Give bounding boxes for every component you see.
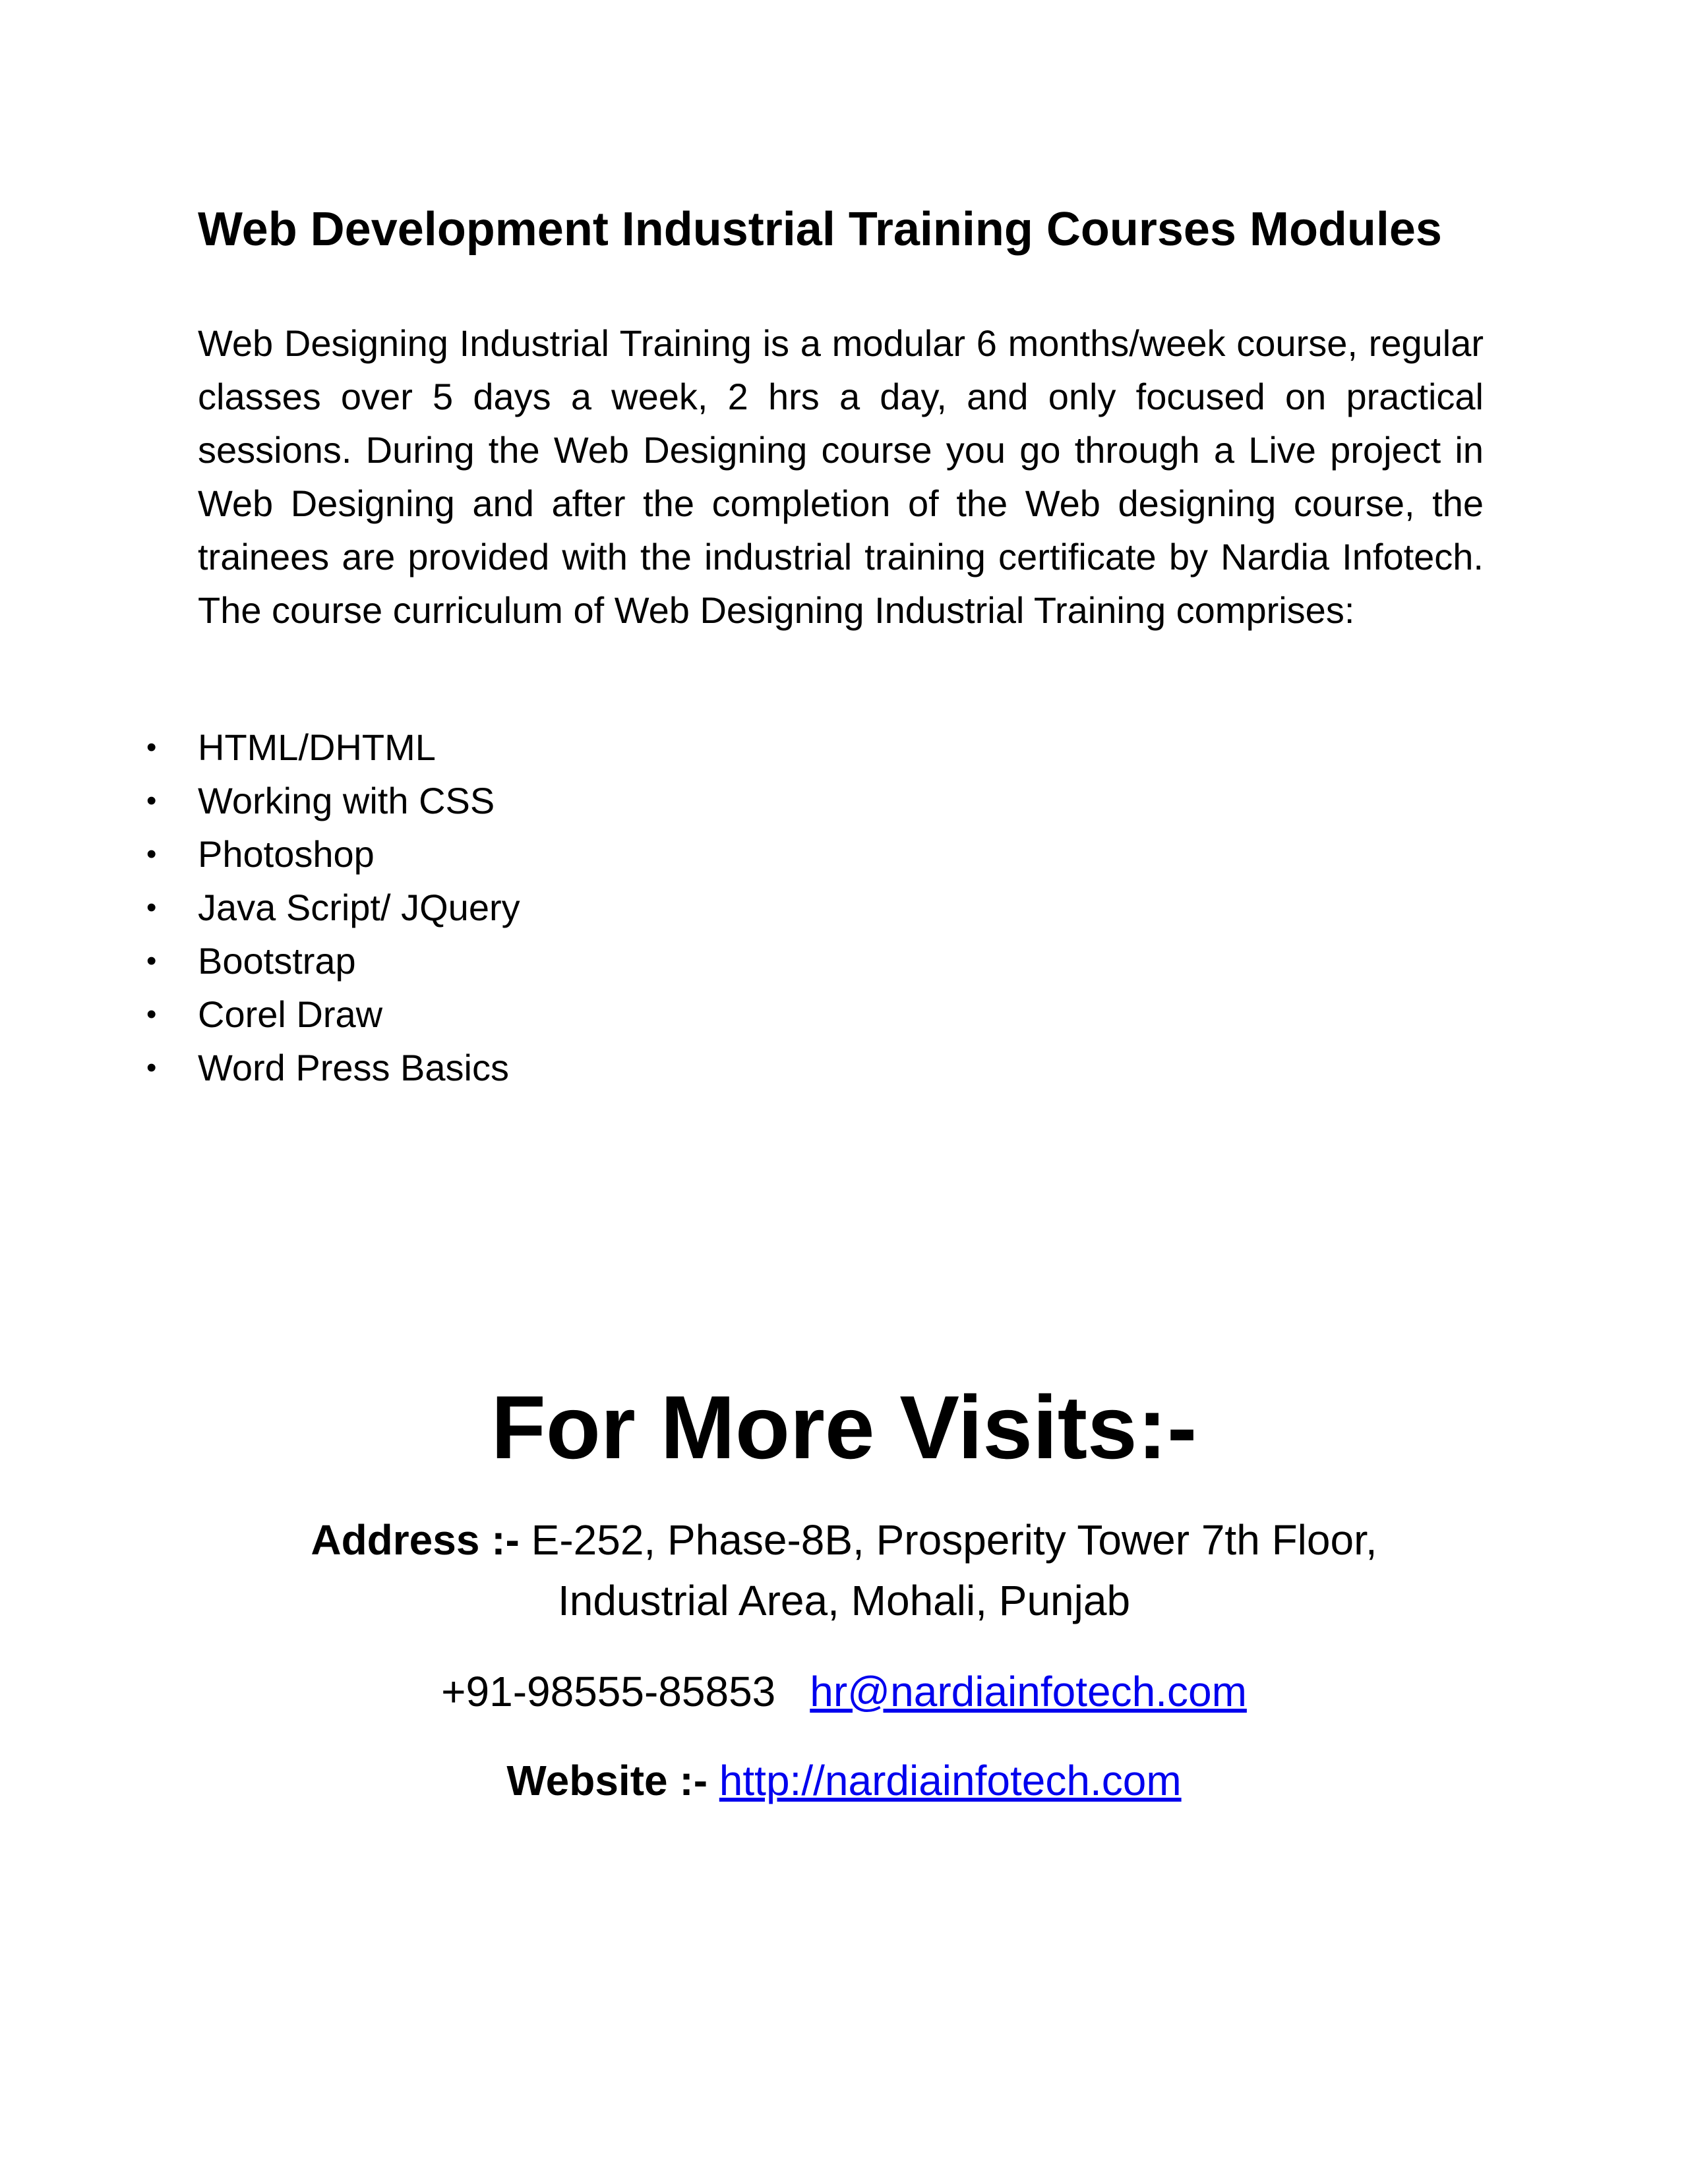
footer-title: For More Visits:-: [491, 1377, 1197, 1477]
module-item: [146, 1041, 520, 1094]
contact-line: [0, 1661, 1688, 1722]
bullet-icon: •: [146, 784, 157, 817]
website-label: Website :-: [506, 1757, 708, 1804]
bullet-icon: •: [146, 998, 157, 1030]
intro-paragraph: Web Designing Industrial Training is a modular 6 months/week course, regular classes over 5 days a week, 2 hrs a day, and only focused on practical sessions. During the Web Designing course you go through a Live project in Web Designing and after the completion of the Web designing course, the trainees are provided with the industrial training certificate by Nardia Infotech. The course curriculum of Web Designing Industrial Training comprises:: [198, 322, 1484, 631]
website-link[interactable]: http://nardiainfotech.com: [719, 1757, 1182, 1804]
module-item: [146, 774, 520, 827]
page-heading: Web Development Industrial Training Courses Modules: [198, 203, 1442, 256]
module-item: [146, 827, 520, 881]
bullet-icon: •: [146, 731, 157, 763]
address-line-1: E-252, Phase-8B, Prosperity Tower 7th Floor,: [519, 1516, 1377, 1564]
email-link[interactable]: hr@nardiainfotech.com: [810, 1668, 1247, 1715]
module-item: [146, 881, 520, 934]
module-label: Bootstrap: [198, 940, 356, 982]
module-label: Photoshop: [198, 833, 375, 875]
bullet-icon: •: [146, 1051, 157, 1084]
module-item: [146, 988, 520, 1041]
module-item: [146, 721, 520, 774]
bullet-icon: •: [146, 945, 157, 977]
website-line: [0, 1750, 1688, 1811]
address-line-2: Industrial Area, Mohali, Punjab: [557, 1577, 1131, 1624]
module-label: HTML/DHTML: [198, 726, 436, 768]
module-label: Java Script/ JQuery: [198, 887, 520, 928]
address-block: [0, 1510, 1688, 1631]
module-item: [146, 934, 520, 988]
modules-list: [146, 721, 520, 1094]
module-label: Word Press Basics: [198, 1047, 509, 1088]
module-label: Working with CSS: [198, 780, 495, 821]
address-label: Address :-: [311, 1516, 520, 1564]
bullet-icon: •: [146, 838, 157, 870]
bullet-icon: •: [146, 891, 157, 924]
module-label: Corel Draw: [198, 993, 383, 1035]
phone-number: +91-98555-85853: [441, 1668, 776, 1715]
